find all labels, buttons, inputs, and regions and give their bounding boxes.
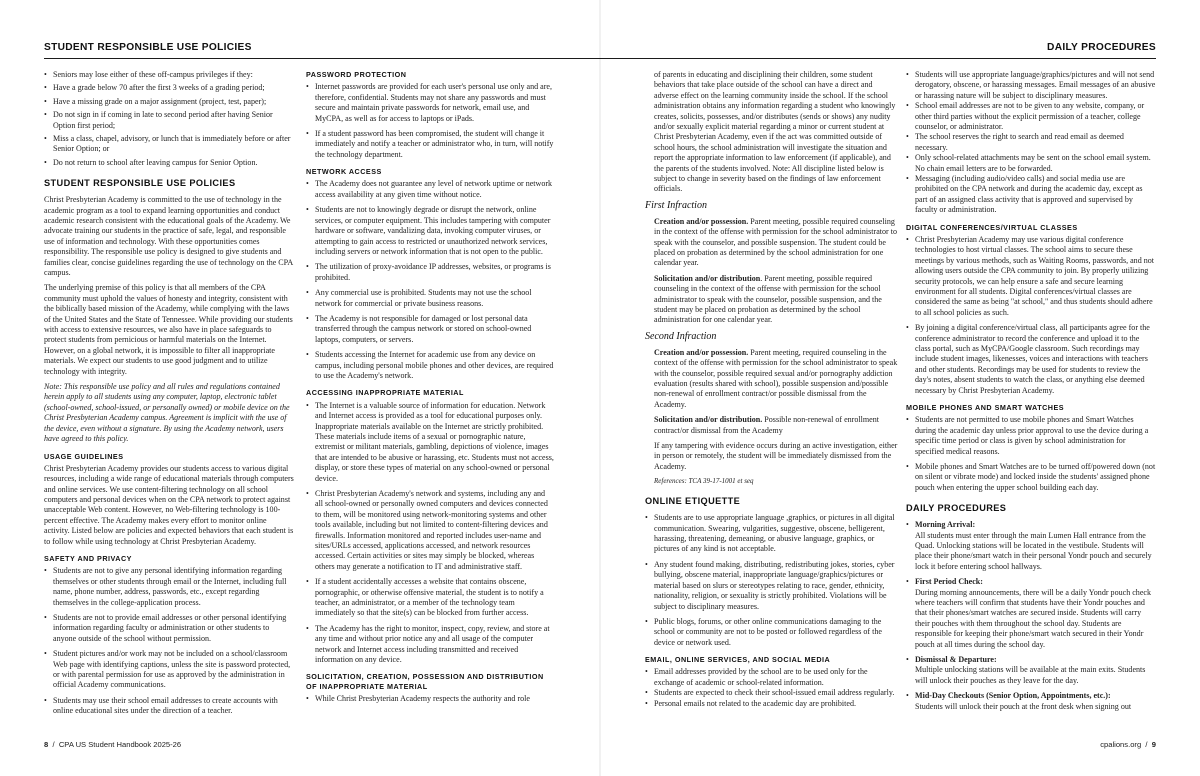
section-heading: ONLINE ETIQUETTE <box>645 496 741 507</box>
paragraph <box>645 274 898 326</box>
list-item: • The school reserves the right to search and read email as deemed necessary. <box>906 132 1156 153</box>
list-item: • Do not return to school after leaving campus for Senior Option. <box>44 158 294 168</box>
right-page <box>600 0 1200 776</box>
left-column-1 <box>44 70 294 722</box>
list-item: • Students are not to give any personal identifying information regarding themselves or other students through email or the Internet, including full name, phone number, address, passwords, etc., except regarding themselves in the college-application process. <box>44 566 294 608</box>
procedure-item <box>906 655 1156 686</box>
email-list <box>645 667 898 709</box>
procedure-item <box>906 577 1156 650</box>
paragraph: Christ Presbyterian Academy is committed to the use of technology in the academic program as a tool to expand learning opportunities and conduct academic research consistent with the educational goals of the Academy. We advocate training our students in the practice of safe, legal, and responsible use of information and technology. With these opportunities comes responsibility. The responsible use policy is designed to give students and families clear, concise guidelines regarding the use of technology on the CPA campus. <box>44 195 293 277</box>
page-footer <box>44 740 181 749</box>
header-rule <box>44 58 600 59</box>
list-item: • Christ Presbyterian Academy may use various digital conference technologies to host virtual classes. The school aims to secure these meetings by various methods, such as Waiting Rooms, passwords, and not allowing users outside the CPA community to join. By properly utilizing security protocols, we can help ensure a safe and secure learning environment for all students. Digital conferences/virtual classes are considered the same as being "at school," and thus students should adhere to all school policies as such. <box>906 235 1156 318</box>
procedure-label: • Dismissal & Departure: <box>915 655 997 665</box>
infraction-heading: First Infraction <box>645 199 707 211</box>
subsection-heading: SAFETY AND PRIVACY <box>44 554 132 564</box>
list-item: • The Internet is a valuable source of information for education. Network and Internet access is provided as a tool for educational purposes only. Inappropriate materials available on the Internet are strictly prohibited. These materials include items of a sexual or pornographic nature, extremist or militant materials, gambling, depictions of violence, images that are intended to be abusive or harassing, etc. Students must not access, display, or store these types of material on any school-owned or personal device. <box>306 401 554 484</box>
subsection-heading: EMAIL, ONLINE SERVICES, AND SOCIAL MEDIA <box>645 655 831 665</box>
subsection-heading: DIGITAL CONFERENCES/VIRTUAL CLASSES <box>906 222 1078 232</box>
list-item: • The Academy does not guarantee any level of network uptime or network access availability at any given time without notice. <box>306 179 554 200</box>
list-item: • By joining a digital conference/virtual class, all participants agree for the conference administrator to record the conference and upload it to the class portal, such as MyCPA/Google classroom. Such recordings may include student images, likenesses, voices and interactions with teachers and other students. Recordings may be used for students to review the day's notes, absent students to watch the class, or anything else deemed necessary by Christ Presbyterian Academy. <box>906 323 1156 396</box>
list-item: • If a student password has been compromised, the student will change it immediately and notify a teacher or administrator who, in turn, will notify the technology department. <box>306 129 554 160</box>
procedure-text: All students must enter through the main Lumen Hall entrance from the Quad. Unlocking stations will be located in the vestibule. Students will place their phone/smart watch in their personal Yondr pouch and securely lock it before entering school hallways. <box>915 530 1152 571</box>
paragraph: Christ Presbyterian Academy provides our students access to various digital resources, including a wide range of educational materials through computers and online services. We use content-filtering technology on all school computers and personal devices when on the CPA network to protect against unacceptable Web content. However, no Web-filtering technology is 100-percent effective. The Academy makes every effort to monitor online activity. Listed below are policies and expected behaviors that each student is to follow while using technology at Christ Presbyterian Academy. <box>44 463 294 546</box>
procedure-label: • Morning Arrival: <box>915 520 976 530</box>
running-head: STUDENT RESPONSIBLE USE POLICIES <box>44 42 252 53</box>
list-item: • The Academy has the right to monitor, inspect, copy, review, and store at any time and without prior notice any and all usage of the computer network and Internet access including transmitted and received information on any device. <box>306 624 554 666</box>
term-text: Possible non-renewal of enrollment contract/or dismissal from the Academy <box>654 415 879 435</box>
digital-list <box>906 235 1156 396</box>
list-item: • Internet passwords are provided for each user's personal use only and are, therefore, confidential. Students may not share any passwords and must secure and maintain private passwords for network, email use, and MyCPA, as well as for access to laptops or iPads. <box>306 82 554 124</box>
header-rule <box>600 58 1156 59</box>
procedure-item <box>906 691 1156 712</box>
list-item: • Students accessing the Internet for academic use from any device on campus, including personal mobile phones and other devices, are required to use the Academy's network. <box>306 350 554 381</box>
list-item: • Students are not to provide email addresses or other personal identifying information regarding faculty or administration or other students to anyone outside of the school without permission. <box>44 613 294 644</box>
etiquette-list <box>645 513 898 648</box>
password-list <box>306 82 554 160</box>
list-item: • Have a missing grade on a major assignment (project, test, paper); <box>44 97 294 107</box>
list-item: • Public blogs, forums, or other online communications damaging to the school or community are not to be posted or followed regardless of the device or network used. <box>645 617 898 648</box>
list-item: • While Christ Presbyterian Academy respects the authority and role <box>306 694 554 704</box>
senior-option-list <box>44 70 294 168</box>
list-item: • Seniors may lose either of these off-campus privileges if they: <box>44 70 294 80</box>
heading-line: SOLICITATION, CREATION, POSSESSION AND DISTRIBUTION <box>306 672 544 682</box>
list-item: • Miss a class, chapel, advisory, or lunch that is immediately before or after Senior Option; or <box>44 134 294 155</box>
solicitation-list <box>306 694 554 704</box>
subsection-heading: PASSWORD PROTECTION <box>306 70 407 79</box>
procedure-item <box>906 520 1156 572</box>
list-item: • Christ Presbyterian Academy's network and systems, including any and all school-owned or personally owned computers and devices connected to them, will be monitored using network-monitoring systems and other tools available, including but not limited to content-filtering devices and firewalls. Information monitored and reported includes user-name and sites/URLs accessed, applications accessed, and network resources accessed. Certain activities or sites may simply be blocked, whereas others may generate a notification to IT and administrative staff. <box>306 489 554 572</box>
policy-note: Note: This responsible use policy and all rules and regulations contained herein apply to all students using any computer, laptop, electronic tablet (school-owned, school-issued, or personally owned) or mobile device on the Christ Presbyterian Academy campus. Agreement is implicit with the use of the device, even without a signature. By using the Academy network, users have agreed to this policy. <box>44 382 290 444</box>
running-head: DAILY PROCEDURES <box>1047 42 1156 53</box>
procedure-text: Students will unlock their pouch at the front desk when signing out <box>915 701 1132 711</box>
footer-separator: / <box>1143 740 1150 749</box>
subsection-heading: ACCESSING INAPPROPRIATE MATERIAL <box>306 388 464 398</box>
network-list <box>306 179 554 381</box>
procedure-label: • Mid-Day Checkouts (Senior Option, Appointments, etc.): <box>915 691 1111 701</box>
list-item: • School email addresses are not to be given to any website, company, or other third parties without the explicit permission of a teacher, college counselor, or administrator. <box>906 101 1156 132</box>
list-item: • If a student accidentally accesses a website that contains obscene, pornographic, or otherwise offensive material, the student is to notify a teacher, an administrator, or a member of the technology team immediately so that the site(s) can be blocked from further access. <box>306 577 554 619</box>
list-item: • Students will use appropriate language/graphics/pictures and will not send derogatory, obscene, or harassing messages. Email messages of an abusive or harassing nature will be subject to disciplinary measures. <box>906 70 1156 101</box>
paragraph: of parents in educating and disciplining their children, some student behaviors that take place outside of the school can have a direct and adverse effect on the learning community inside the school. If the school administration obtains any information regarding a student who knowingly creates, solicits, possesses, and/or distributes (sends or shows) any nudity and/or sexually explicit material regarding a minor or current student at Christ Presbyterian Academy, even if the act was committed outside of school hours, the school administration will investigate the situation and report the appropriate information to law enforcement (if applicable), and the parents of the students involved. Note: All discipline listed below is subject to change in severity based on the findings of law enforcement officials. <box>654 70 896 194</box>
page-number: 8 <box>44 740 49 749</box>
term-text: Parent meeting, possible required counseling in the context of the offense with permission for the school administrator to speak with the counselor, and possible suspension. The student could be placed on probation as determined by the school administration for one calendar year. <box>654 216 897 268</box>
list-item: • Mobile phones and Smart Watches are to be turned off/powered down (not on silent or vibrate mode) and locked inside the students' assigned phone pouch when entering the upper school building each day. <box>906 462 1156 493</box>
subsection-heading: MOBILE PHONES AND SMART WATCHES <box>906 403 1065 413</box>
term-label: Creation and/or possession. <box>654 216 749 226</box>
email-list-continued <box>906 70 1156 216</box>
mobile-list <box>906 415 1156 493</box>
section-heading: DAILY PROCEDURES <box>906 503 1007 514</box>
list-item: • Students are expected to check their school-issued email address regularly. <box>645 688 898 698</box>
list-item: • Any commercial use is prohibited. Students may not use the school network for commercial or private business reasons. <box>306 288 554 309</box>
infraction-heading: Second Infraction <box>645 330 717 342</box>
heading-line: OF INAPPROPRIATE MATERIAL <box>306 681 428 691</box>
list-item: • Students are to use appropriate language ,graphics, or pictures in all digital communication. Swearing, vulgarities, suggestive, obscene, belligerent, harassing, threatening, demeaning, or abusive language, graphics, or pictures of any kind is not acceptable. <box>645 513 898 555</box>
list-item: • Do not sign in if coming in late to second period after having Senior Option first period; <box>44 110 294 131</box>
subsection-heading: NETWORK ACCESS <box>306 167 382 177</box>
section-heading: STUDENT RESPONSIBLE USE POLICIES <box>44 178 236 189</box>
procedure-label: • First Period Check: <box>915 577 983 587</box>
list-item: • Have a grade below 70 after the first 3 weeks of a grading period; <box>44 83 294 93</box>
list-item: • Only school-related attachments may be sent on the school email system. No chain email letters are to be forwarded. <box>906 153 1156 174</box>
subsection-heading <box>306 672 554 691</box>
list-item: • Personal emails not related to the academic day are prohibited. <box>645 699 898 709</box>
term-label: Creation and/or possession. <box>654 347 749 357</box>
daily-procedures-list <box>906 520 1156 712</box>
paragraph: If any tampering with evidence occurs during an active investigation, either in person or remotely, the student will be immediately dismissed from the Academy. <box>654 441 898 471</box>
page-footer <box>1100 740 1156 749</box>
paragraph: The underlying premise of this policy is that all members of the CPA community must uphold the values of honesty and integrity, consistent with the biblically based mission of the Academy, while complying with the laws of the United States and the State of Tennessee. While providing our students with access to extensive resources, we also have in place safeguards to protect students from pernicious or harmful materials on the Internet. However, on a global network, it is impossible to filter all inappropriate materials. We expect our students to use good judgment and to utilize technology with integrity. <box>44 283 293 376</box>
paragraph <box>645 217 898 269</box>
list-item: • Students may use their school email addresses to create accounts with online educational sites under the direction of a teacher. <box>44 696 294 717</box>
term-text: Parent meeting, required counseling in the context of the offense with permission for the school administrator to speak with the counselor, possible required sexual and/or pornography addiction evaluation (results shared with school), possible suspension and/possible non-renewal of enrollment contract/or possible dismissal from the Academy. <box>654 347 898 409</box>
list-item: • Messaging (including audio/video calls) and social media use are prohibited on the CPA network and during the academic day, except as part of an assigned class activity that is approved and supervised by faculty or administration. <box>906 174 1156 216</box>
list-item: • Email addresses provided by the school are to be used only for the exchange of academic or school-related information. <box>645 667 898 688</box>
list-item: • Student pictures and/or work may not be included on a school/classroom Web page with identifying captions, unless the site is password protected, or with parental permission for use as approved by the administration in official Academy communications. <box>44 649 294 691</box>
footer-title: CPA US Student Handbook 2025-26 <box>58 740 182 749</box>
safety-list <box>44 566 294 716</box>
term-text: . Parent meeting, possible required counseling in the context of the offense with permission for the school administrator to speak with the counselor, possible suspension, and the student may be placed on probation as determined by the school administration for one calendar year. <box>654 273 882 325</box>
inappropriate-list <box>306 401 554 666</box>
list-item: • The Academy is not responsible for damaged or lost personal data transferred through the campus network or stored on school-owned laptops, computers, or servers. <box>306 314 554 345</box>
footer-separator: / <box>50 740 57 749</box>
list-item: • Students are not to knowingly degrade or disrupt the network, online services, or computer equipment. This includes tampering with computer hardware or software, vandalizing data, invoking computer viruses, or attempting to gain access to restricted or unauthorized network services, including servers or network information that is not open to the public. <box>306 205 554 257</box>
subsection-heading: USAGE GUIDELINES <box>44 451 124 461</box>
right-column-2 <box>906 70 1156 717</box>
term-label: Solicitation and/or distribution <box>654 273 761 283</box>
page-number: 9 <box>1151 740 1156 749</box>
list-item: • The utilization of proxy-avoidance IP addresses, websites, or programs is prohibited. <box>306 262 554 283</box>
term-label: Solicitation and/or distribution. <box>654 415 763 425</box>
paragraph <box>645 348 898 410</box>
footer-site: cpalions.org <box>1100 740 1142 749</box>
right-column-1 <box>645 70 898 709</box>
left-column-2 <box>306 70 554 707</box>
list-item: • Students are not permitted to use mobile phones and Smart Watches during the academic day unless prior approval to use the device during a specific time period or class is given by school administration for specified medical reasons. <box>906 415 1156 457</box>
paragraph <box>645 415 898 436</box>
procedure-text: Multiple unlocking stations will be available at the main exits. Students will unlock their pouches as they leave for the day. <box>915 665 1146 685</box>
references: References: TCA 39-17-1001 et seq <box>654 477 754 486</box>
procedure-text: During morning announcements, there will be a daily Yondr pouch check where teachers will confirm that students have their Yondr pouches and that their phones/smart watches are secured inside. Students will carry their pouches with them throughout the school day. Students are responsible for keeping their phone/smart watch secured in their Yondr pouch at all times during the school day. <box>915 587 1151 649</box>
list-item: • Any student found making, distributing, redistributing jokes, stories, cyber bullying, obscene material, inappropriate language/graphics/pictures or material based on slurs or stereotypes relating to race, gender, ethnicity, nationality, religion, or sexuality is strictly prohibited. Violations will be subject to disciplinary measures. <box>645 560 898 612</box>
